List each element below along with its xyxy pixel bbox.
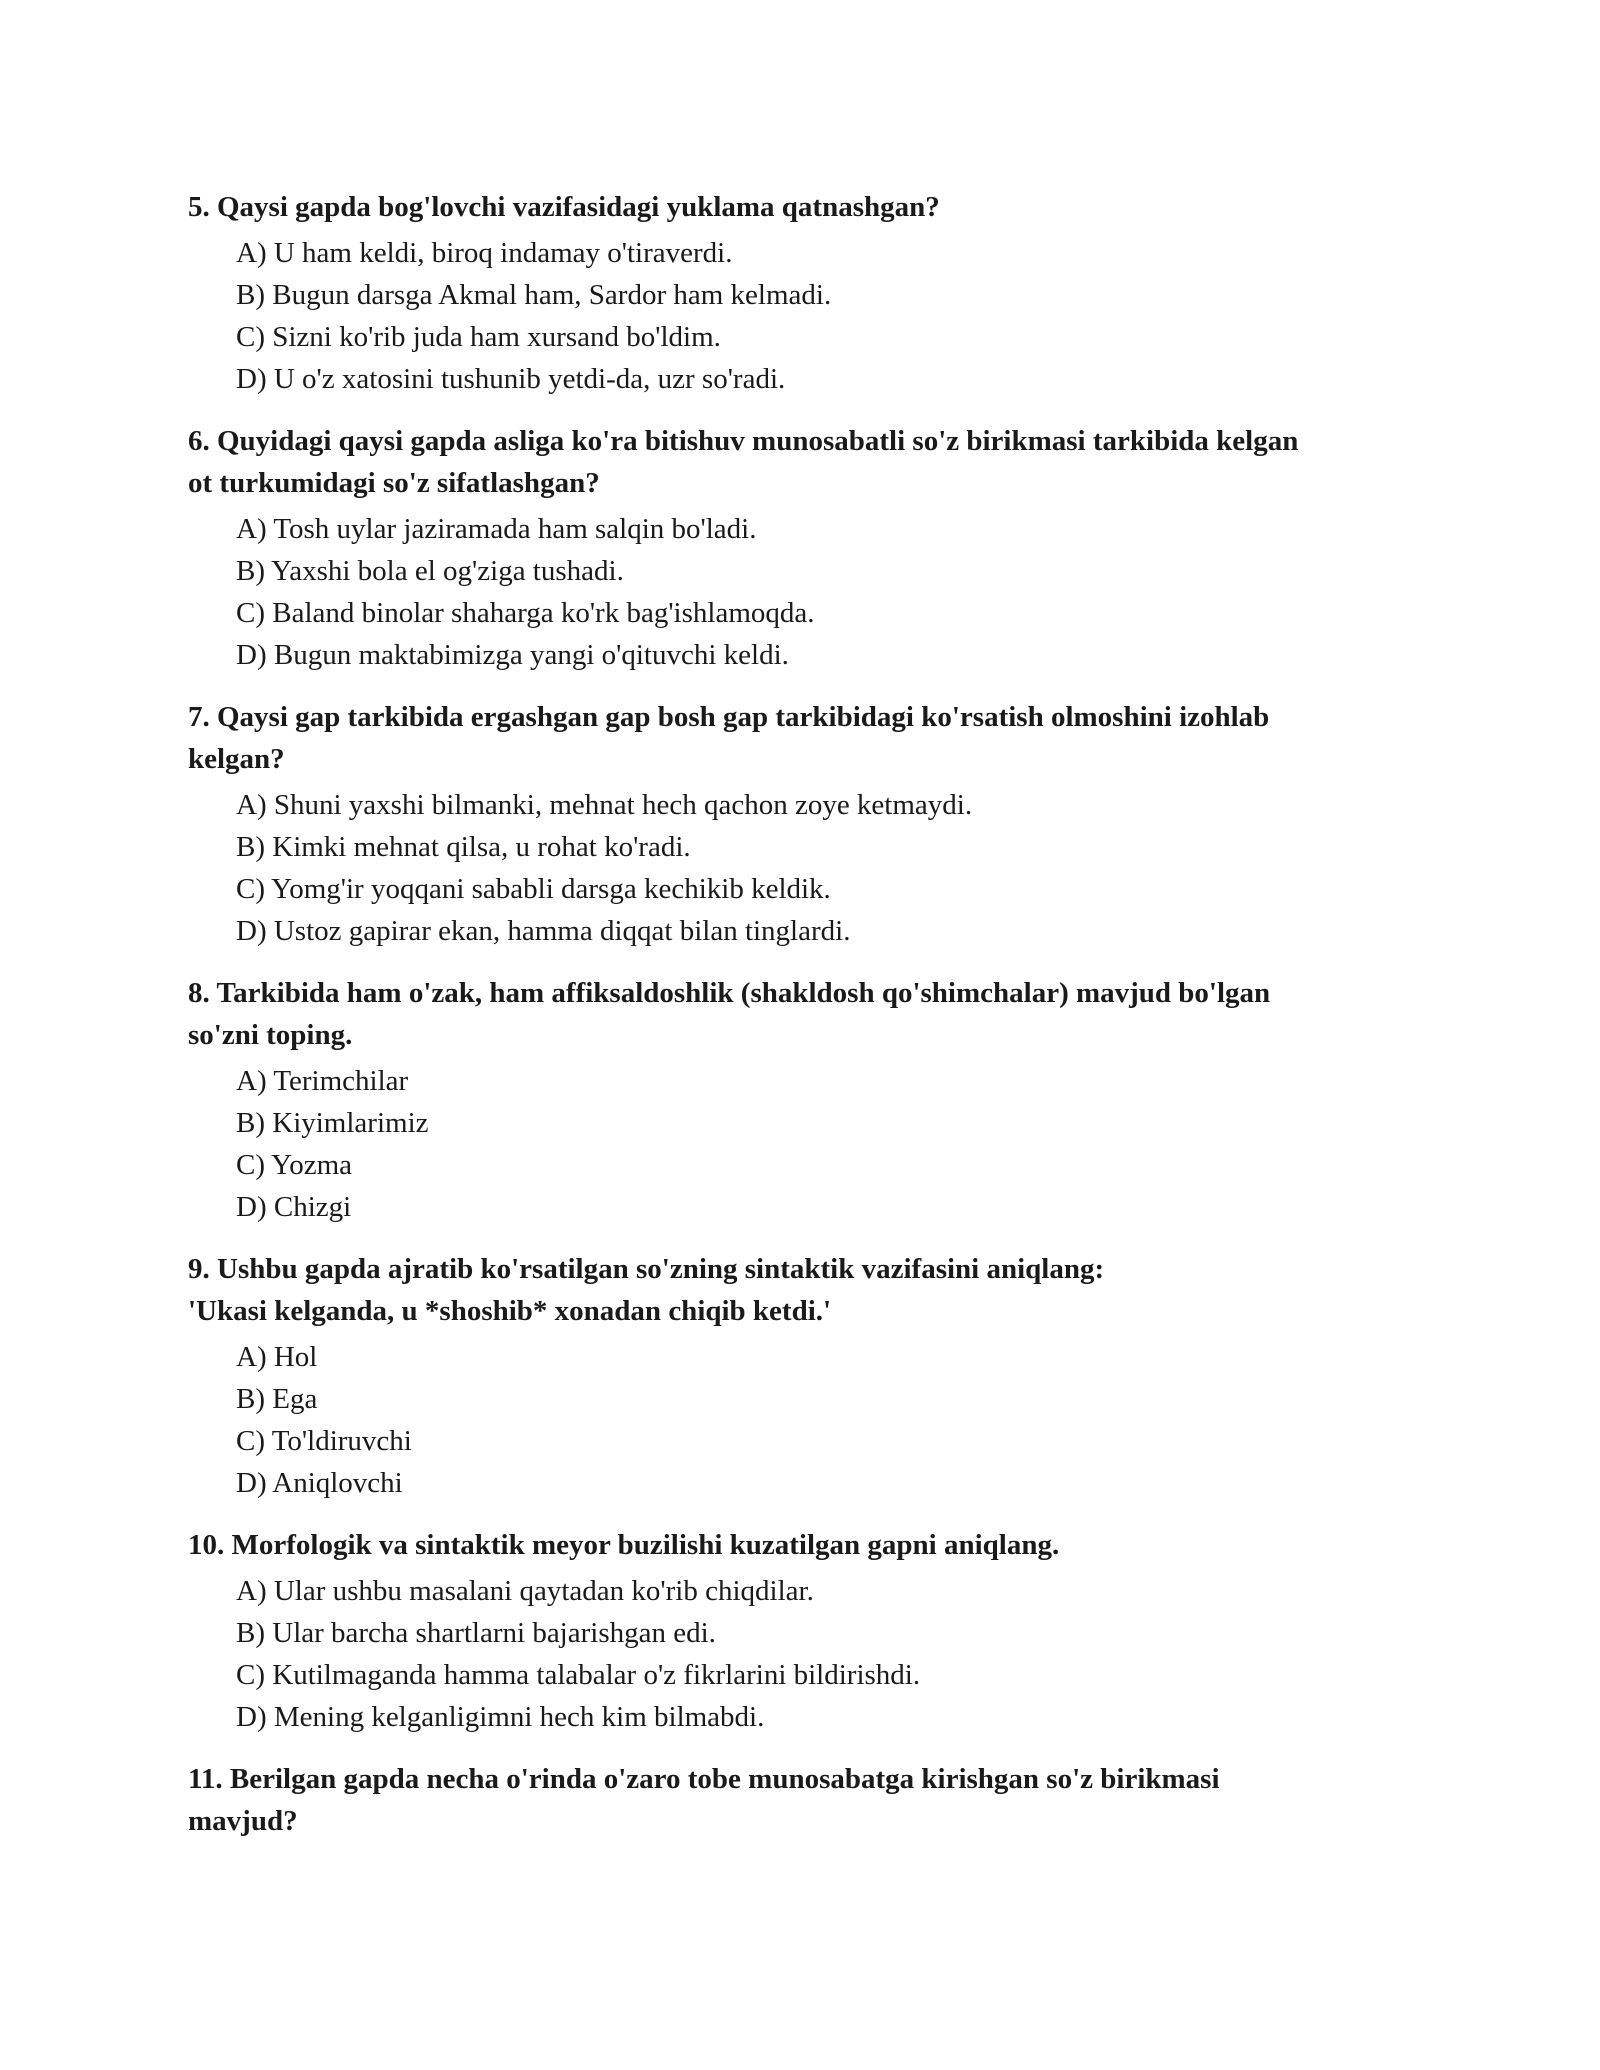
answer-option: C) Kutilmaganda hamma talabalar o'z fikrlarini bildirishdi. <box>236 1659 921 1691</box>
question-line: 5. Qaysi gapda bog'lovchi vazifasidagi yuklama qatnashgan? <box>188 191 940 223</box>
answer-options <box>188 1060 1428 1228</box>
question-line: 11. Berilgan gapda necha o'rinda o'zaro tobe munosabatga kirishgan so'z birikmasi <box>188 1763 1220 1795</box>
question-line: 'Ukasi kelganda, u *shoshib* xonadan chiqib ketdi.' <box>188 1295 832 1327</box>
question-block <box>188 696 1428 952</box>
answer-option: A) Hol <box>236 1341 318 1373</box>
question-text <box>188 1758 1428 1842</box>
question-line: kelgan? <box>188 743 285 775</box>
answer-option: B) Bugun darsga Akmal ham, Sardor ham kelmadi. <box>236 279 832 311</box>
question-line: mavjud? <box>188 1805 298 1837</box>
question-text <box>188 186 1428 228</box>
answer-option: B) Ular barcha shartlarni bajarishgan edi. <box>236 1617 716 1649</box>
question-line: 6. Quyidagi qaysi gapda asliga ko'ra bitishuv munosabatli so'z birikmasi tarkibida kelgan <box>188 425 1299 457</box>
question-block <box>188 420 1428 676</box>
question-block <box>188 186 1428 400</box>
answer-option: D) Chizgi <box>236 1191 352 1223</box>
question-line: 10. Morfologik va sintaktik meyor buzilishi kuzatilgan gapni aniqlang. <box>188 1529 1060 1561</box>
answer-option: B) Kiyimlarimiz <box>236 1107 429 1139</box>
answer-option: A) Shuni yaxshi bilmanki, mehnat hech qachon zoye ketmaydi. <box>236 789 973 821</box>
answer-option: B) Ega <box>236 1383 318 1415</box>
answer-option: A) U ham keldi, biroq indamay o'tiraverdi. <box>236 237 733 269</box>
answer-option: B) Kimki mehnat qilsa, u rohat ko'radi. <box>236 831 691 863</box>
answer-option: A) Terimchilar <box>236 1065 409 1097</box>
answer-option: D) Bugun maktabimizga yangi o'qituvchi keldi. <box>236 639 789 671</box>
answer-option: C) Yomg'ir yoqqani sababli darsga kechikib keldik. <box>236 873 831 905</box>
answer-option: C) Sizni ko'rib juda ham xursand bo'ldim. <box>236 321 721 353</box>
answer-options <box>188 784 1428 952</box>
question-block <box>188 1524 1428 1738</box>
question-text <box>188 1248 1428 1332</box>
answer-option: C) To'ldiruvchi <box>236 1425 412 1457</box>
answer-options <box>188 508 1428 676</box>
answer-options <box>188 1570 1428 1738</box>
answer-option: D) Aniqlovchi <box>236 1467 403 1499</box>
question-text <box>188 1524 1428 1566</box>
answer-option: A) Ular ushbu masalani qaytadan ko'rib chiqdilar. <box>236 1575 814 1607</box>
test-page <box>188 186 1428 1862</box>
answer-option: C) Yozma <box>236 1149 353 1181</box>
question-line: 8. Tarkibida ham o'zak, ham affiksaldoshlik (shakldosh qo'shimchalar) mavjud bo'lgan <box>188 977 1271 1009</box>
question-text <box>188 420 1428 504</box>
question-line: so'zni toping. <box>188 1019 353 1051</box>
question-line: ot turkumidagi so'z sifatlashgan? <box>188 467 600 499</box>
answer-option: D) Mening kelganligimni hech kim bilmabdi. <box>236 1701 765 1733</box>
question-block <box>188 1248 1428 1504</box>
answer-option: A) Tosh uylar jaziramada ham salqin bo'ladi. <box>236 513 757 545</box>
question-line: 9. Ushbu gapda ajratib ko'rsatilgan so'zning sintaktik vazifasini aniqlang: <box>188 1253 1105 1285</box>
answer-option: B) Yaxshi bola el og'ziga tushadi. <box>236 555 624 587</box>
question-line: 7. Qaysi gap tarkibida ergashgan gap bosh gap tarkibidagi ko'rsatish olmoshini izohlab <box>188 701 1270 733</box>
answer-options <box>188 1336 1428 1504</box>
answer-options <box>188 232 1428 400</box>
answer-option: D) U o'z xatosini tushunib yetdi-da, uzr so'radi. <box>236 363 786 395</box>
question-text <box>188 972 1428 1056</box>
question-block <box>188 1758 1428 1842</box>
answer-option: D) Ustoz gapirar ekan, hamma diqqat bilan tinglardi. <box>236 915 851 947</box>
question-block <box>188 972 1428 1228</box>
answer-option: C) Baland binolar shaharga ko'rk bag'ishlamoqda. <box>236 597 815 629</box>
question-text <box>188 696 1428 780</box>
